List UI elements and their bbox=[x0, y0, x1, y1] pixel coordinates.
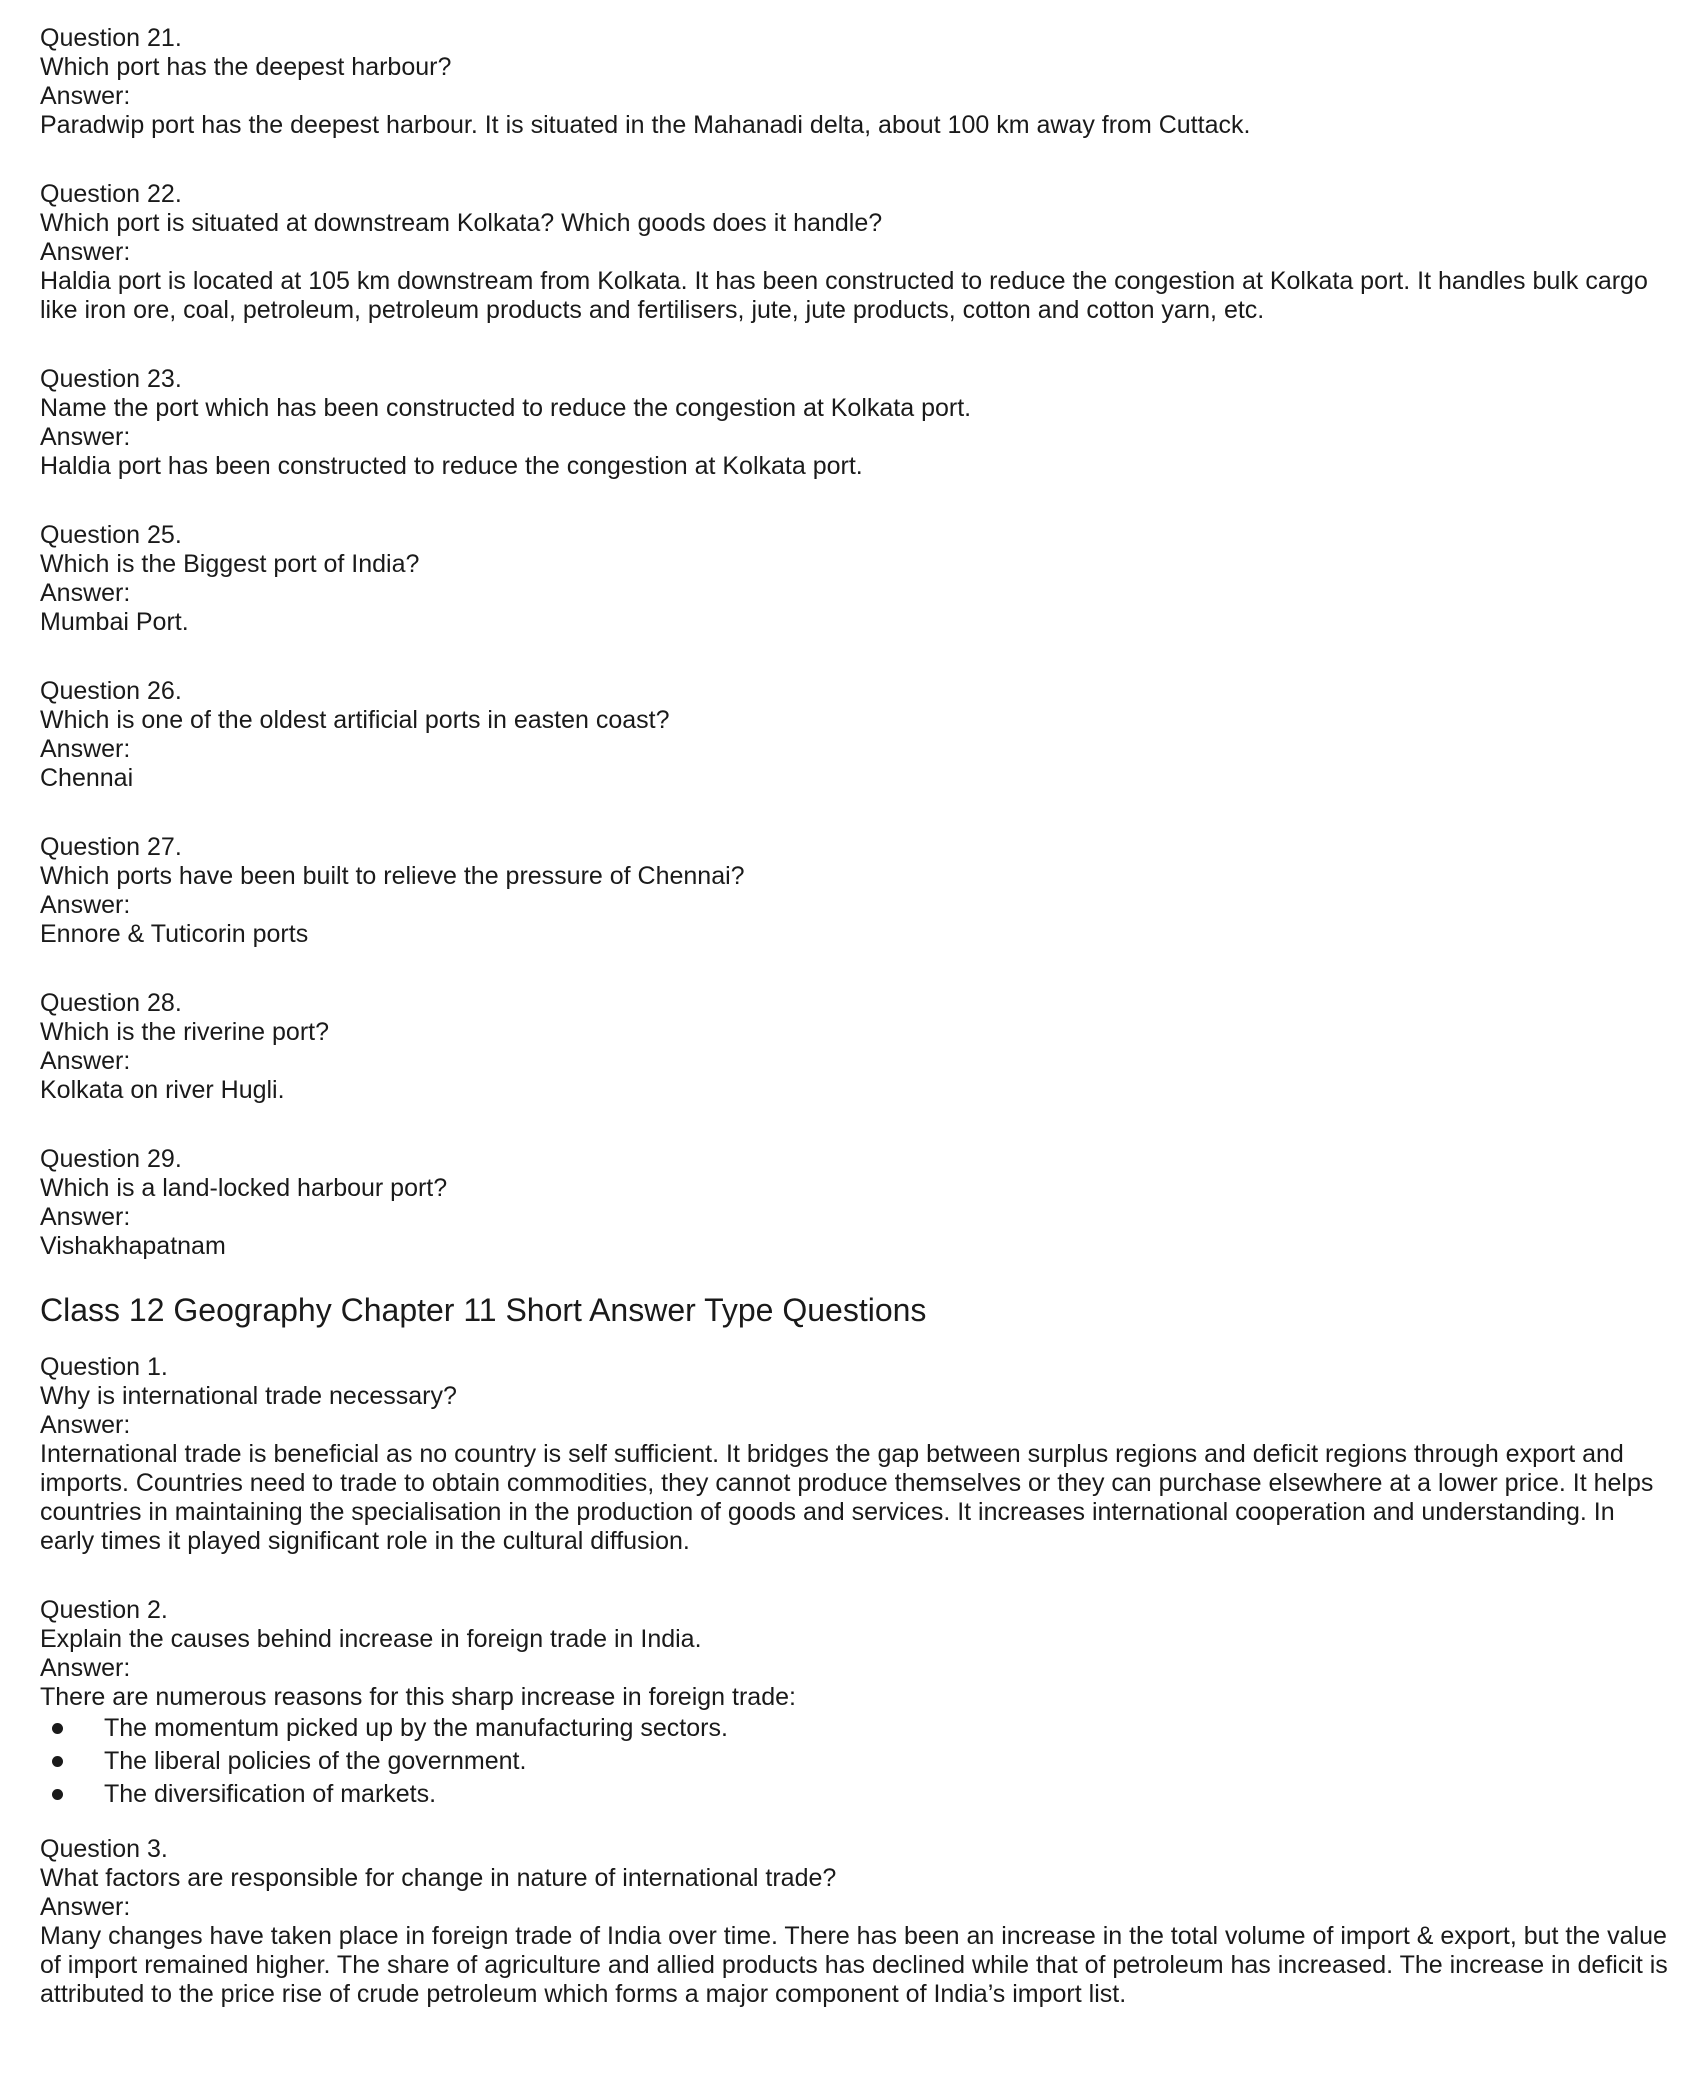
answer-text: Mumbai Port. bbox=[40, 608, 189, 636]
answer-label: Answer: bbox=[40, 1203, 131, 1231]
question-label: Question 26. bbox=[40, 677, 182, 705]
answer-text: Vishakhapatnam bbox=[40, 1232, 226, 1260]
answer-label: Answer: bbox=[40, 1893, 131, 1921]
answer-label: Answer: bbox=[40, 423, 131, 451]
answer-label: Answer: bbox=[40, 1654, 131, 1682]
question-block-27 bbox=[40, 833, 1670, 949]
question-block-21 bbox=[40, 24, 1670, 140]
answer-label: Answer: bbox=[40, 891, 131, 919]
question-label: Question 28. bbox=[40, 989, 182, 1017]
bullet-dot-icon bbox=[52, 1756, 63, 1767]
question-block-29 bbox=[40, 1145, 1670, 1261]
question-text: What factors are responsible for change in nature of international trade? bbox=[40, 1864, 837, 1892]
list-item-text: The liberal policies of the government. bbox=[104, 1747, 527, 1775]
answer-text: There are numerous reasons for this sharp increase in foreign trade: bbox=[40, 1683, 796, 1711]
answer-text: Kolkata on river Hugli. bbox=[40, 1076, 285, 1104]
answer-label: Answer: bbox=[40, 1411, 131, 1439]
question-label: Question 21. bbox=[40, 24, 182, 52]
question-text: Explain the causes behind increase in foreign trade in India. bbox=[40, 1625, 702, 1653]
answer-label: Answer: bbox=[40, 735, 131, 763]
answer-text: Chennai bbox=[40, 764, 134, 792]
question-text: Which port has the deepest harbour? bbox=[40, 53, 452, 81]
question-text: Which is the riverine port? bbox=[40, 1018, 330, 1046]
answer-text: Haldia port is located at 105 km downstream from Kolkata. It has been constructed to reduce the congestion at Kolkata port. It handles bulk cargo like iron ore, coal, petroleum, petroleum products and fertilisers, jute, jute products, cotton and cotton yarn, etc. bbox=[40, 267, 1648, 324]
short-question-block-1 bbox=[40, 1353, 1670, 1556]
answer-text: International trade is beneficial as no country is self sufficient. It bridges the gap between surplus regions and deficit regions through export and imports. Countries need to trade to obtain commodities, they cannot produce themselves or they can purchase elsewhere at a lower price. It helps countries in maintaining the specialisation in the production of goods and services. It increases international cooperation and understanding. In early times it played significant role in the cultural diffusion. bbox=[40, 1440, 1654, 1555]
list-item-text: The momentum picked up by the manufacturing sectors. bbox=[104, 1714, 728, 1742]
document-page bbox=[40, 24, 1670, 2049]
question-label: Question 2. bbox=[40, 1596, 168, 1624]
question-text: Name the port which has been constructed to reduce the congestion at Kolkata port. bbox=[40, 394, 972, 422]
answer-label: Answer: bbox=[40, 238, 131, 266]
question-label: Question 23. bbox=[40, 365, 182, 393]
list-item bbox=[104, 1745, 1670, 1778]
question-text: Which is a land-locked harbour port? bbox=[40, 1174, 448, 1202]
question-text: Which is one of the oldest artificial ports in easten coast? bbox=[40, 706, 670, 734]
question-label: Question 3. bbox=[40, 1835, 168, 1863]
question-block-28 bbox=[40, 989, 1670, 1105]
question-label: Question 22. bbox=[40, 180, 182, 208]
bullet-dot-icon bbox=[52, 1723, 63, 1734]
list-item bbox=[104, 1778, 1670, 1811]
question-label: Question 27. bbox=[40, 833, 182, 861]
question-label: Question 25. bbox=[40, 521, 182, 549]
question-text: Which ports have been built to relieve the pressure of Chennai? bbox=[40, 862, 745, 890]
list-item bbox=[104, 1712, 1670, 1745]
answer-text: Ennore & Tuticorin ports bbox=[40, 920, 309, 948]
list-item-text: The diversification of markets. bbox=[104, 1780, 437, 1808]
answer-label: Answer: bbox=[40, 82, 131, 110]
answer-text: Paradwip port has the deepest harbour. It is situated in the Mahanadi delta, about 100 km away from Cuttack. bbox=[40, 111, 1251, 139]
answer-label: Answer: bbox=[40, 1047, 131, 1075]
question-block-23 bbox=[40, 365, 1670, 481]
short-question-block-3 bbox=[40, 1835, 1670, 2009]
question-label: Question 29. bbox=[40, 1145, 182, 1173]
question-block-22 bbox=[40, 180, 1670, 325]
question-block-26 bbox=[40, 677, 1670, 793]
answer-label: Answer: bbox=[40, 579, 131, 607]
bullet-dot-icon bbox=[52, 1789, 63, 1800]
bullet-list bbox=[40, 1712, 1670, 1811]
short-question-block-2 bbox=[40, 1596, 1670, 1811]
question-block-25 bbox=[40, 521, 1670, 637]
answer-text: Haldia port has been constructed to reduce the congestion at Kolkata port. bbox=[40, 452, 863, 480]
question-text: Why is international trade necessary? bbox=[40, 1382, 457, 1410]
question-label: Question 1. bbox=[40, 1353, 168, 1381]
question-text: Which is the Biggest port of India? bbox=[40, 550, 420, 578]
answer-text: Many changes have taken place in foreign trade of India over time. There has been an increase in the total volume of import & export, but the value of import remained higher. The share of agriculture and allied products has declined while that of petroleum has increased. The increase in deficit is attributed to the price rise of crude petroleum which forms a major component of India’s import list. bbox=[40, 1922, 1668, 2008]
question-text: Which port is situated at downstream Kolkata? Which goods does it handle? bbox=[40, 209, 883, 237]
section-heading: Class 12 Geography Chapter 11 Short Answer Type Questions bbox=[40, 1292, 927, 1328]
